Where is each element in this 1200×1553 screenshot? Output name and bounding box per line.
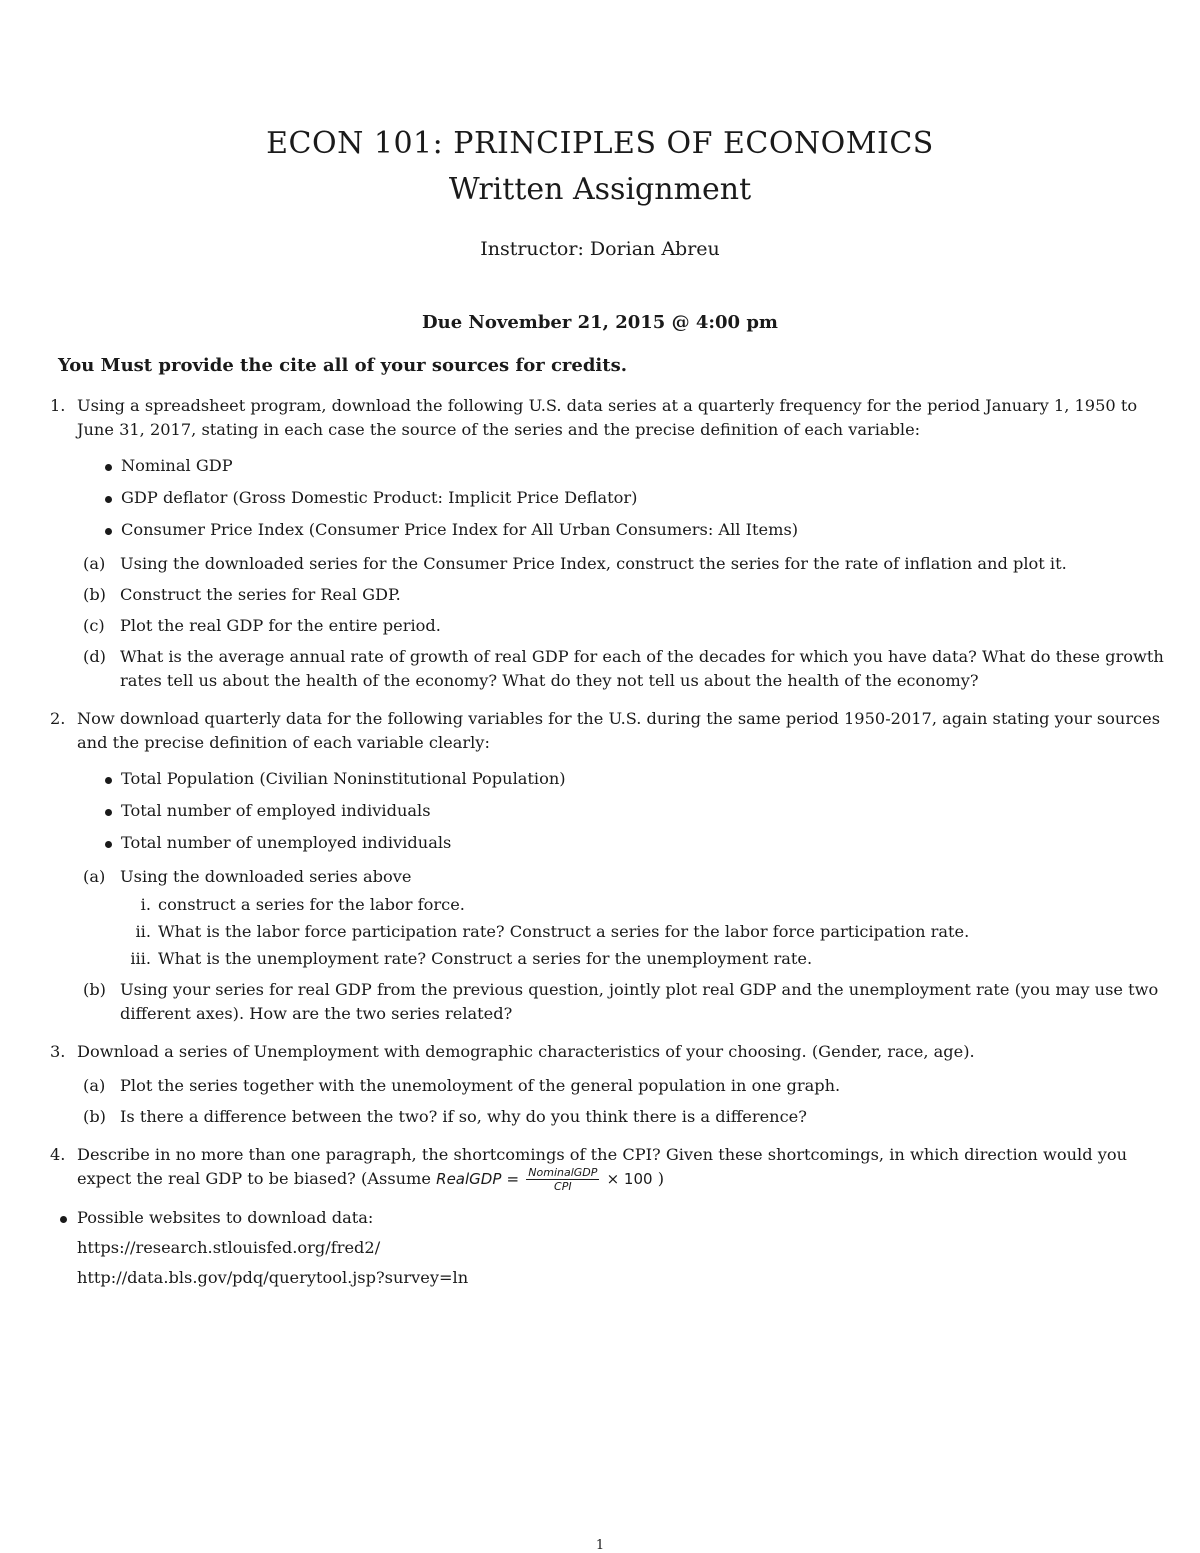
data-series-list: [77, 767, 1175, 855]
resources-label: Possible websites to download data:: [77, 1208, 374, 1227]
list-item: Nominal GDP: [103, 454, 1175, 478]
sub-question-text: Plot the series together with the unemoloyment of the general population in one graph.: [120, 1076, 841, 1095]
sub-question: [77, 645, 1175, 693]
course-title: ECON 101: PRINCIPLES OF ECONOMICS: [266, 126, 934, 161]
sub-question: [77, 583, 1175, 607]
list-item: GDP deflator (Gross Domestic Product: Implicit Price Deflator): [103, 486, 1175, 510]
roman-text: What is the labor force participation rate? Construct a series for the labor force participation rate.: [158, 922, 970, 941]
due-date: Due November 21, 2015 @ 4:00 pm: [422, 312, 778, 333]
sub-question-list: [77, 865, 1175, 1026]
assignment-title: Written Assignment: [448, 172, 752, 207]
sub-question-label: (a): [83, 554, 106, 573]
sub-question-label: (d): [83, 647, 106, 666]
data-series-list: [77, 454, 1175, 542]
sub-question-list: [77, 1074, 1175, 1129]
sub-question-label: (a): [83, 867, 106, 886]
sub-question-text: Using the downloaded series above: [120, 867, 412, 886]
formula-equals: =: [506, 1170, 520, 1188]
roman-label: i.: [140, 895, 151, 914]
sub-question-text: Is there a difference between the two? if so, why do you think there is a difference?: [120, 1107, 807, 1126]
resources-section: [50, 1206, 1175, 1290]
roman-item: [120, 893, 1175, 917]
sub-question-text: What is the average annual rate of growth of real GDP for each of the decades for which you have data? What do these growth rates tell us about the health of the economy? What do they not tell us about the health of the economy?: [120, 647, 1164, 690]
page-number: 1: [595, 1538, 605, 1553]
question-2: [50, 707, 1175, 1026]
roman-item: [120, 920, 1175, 944]
sub-question: [77, 1074, 1175, 1098]
sub-question: [77, 865, 1175, 971]
formula-multiplier: × 100: [606, 1170, 653, 1188]
sub-question-text: Using the downloaded series for the Consumer Price Index, construct the series for the rate of inflation and plot it.: [120, 554, 1067, 573]
roman-text: construct a series for the labor force.: [158, 895, 465, 914]
sub-question-text: Plot the real GDP for the entire period.: [120, 616, 441, 635]
question-text: Now download quarterly data for the following variables for the U.S. during the same period 1950-2017, again stating your sources and the precise definition of each variable clearly:: [77, 709, 1161, 752]
question-number: 1.: [50, 396, 66, 415]
question-text: Download a series of Unemployment with demographic characteristics of your choosing. (Gender, race, age).: [77, 1042, 975, 1061]
roman-label: iii.: [130, 949, 151, 968]
question-number: 2.: [50, 709, 66, 728]
sub-question-label: (b): [83, 585, 106, 604]
question-text: Describe in no more than one paragraph, the shortcomings of the CPI? Given these shortcomings, in which direction would you expect the real GDP to be biased? (Assume: [77, 1145, 1128, 1188]
question-text: Using a spreadsheet program, download the following U.S. data series at a quarterly frequency for the period January 1, 1950 to June 31, 2017, stating in each case the source of the series and the precise definition of each variable:: [77, 396, 1138, 439]
question-list: [50, 394, 1175, 1192]
instructor-line: Instructor: Dorian Abreu: [480, 238, 720, 260]
formula-denominator: CPI: [554, 1180, 572, 1193]
list-item: Total number of unemployed individuals: [103, 831, 1175, 855]
question-text-end: ): [657, 1169, 665, 1188]
fred-link[interactable]: https://research.stlouisfed.org/fred2/: [77, 1238, 381, 1257]
sub-question: [77, 978, 1175, 1026]
question-4: [50, 1143, 1175, 1192]
list-item: Total number of employed individuals: [103, 799, 1175, 823]
sub-question: [77, 614, 1175, 638]
bls-link[interactable]: http://data.bls.gov/pdq/querytool.jsp?survey=ln: [77, 1268, 469, 1287]
list-item: Total Population (Civilian Noninstitutional Population): [103, 767, 1175, 791]
sub-question-label: (b): [83, 980, 106, 999]
sub-question: [77, 1105, 1175, 1129]
roman-sub-list: [120, 893, 1175, 971]
question-number: 3.: [50, 1042, 66, 1061]
question-1: [50, 394, 1175, 693]
sub-question-list: [77, 552, 1175, 693]
roman-label: ii.: [135, 922, 151, 941]
formula-real-gdp: RealGDP: [436, 1170, 502, 1188]
formula-fraction: [526, 1167, 599, 1192]
formula-numerator: NominalGDP: [528, 1166, 598, 1179]
roman-item: [120, 947, 1175, 971]
question-3: [50, 1040, 1175, 1129]
sub-question-label: (b): [83, 1107, 106, 1126]
sub-question-label: (a): [83, 1076, 106, 1095]
list-item: Consumer Price Index (Consumer Price Index for All Urban Consumers: All Items): [103, 518, 1175, 542]
sources-note: You Must provide the cite all of your sources for credits.: [58, 355, 627, 376]
question-number: 4.: [50, 1145, 66, 1164]
question-list-container: [50, 394, 1175, 1290]
sub-question-label: (c): [83, 616, 105, 635]
roman-text: What is the unemployment rate? Construct a series for the unemployment rate.: [158, 949, 813, 968]
sub-question-text: Construct the series for Real GDP.: [120, 585, 401, 604]
sub-question: [77, 552, 1175, 576]
sub-question-text: Using your series for real GDP from the previous question, jointly plot real GDP and the unemployment rate (you may use two different axes). How are the two series related?: [120, 980, 1159, 1023]
